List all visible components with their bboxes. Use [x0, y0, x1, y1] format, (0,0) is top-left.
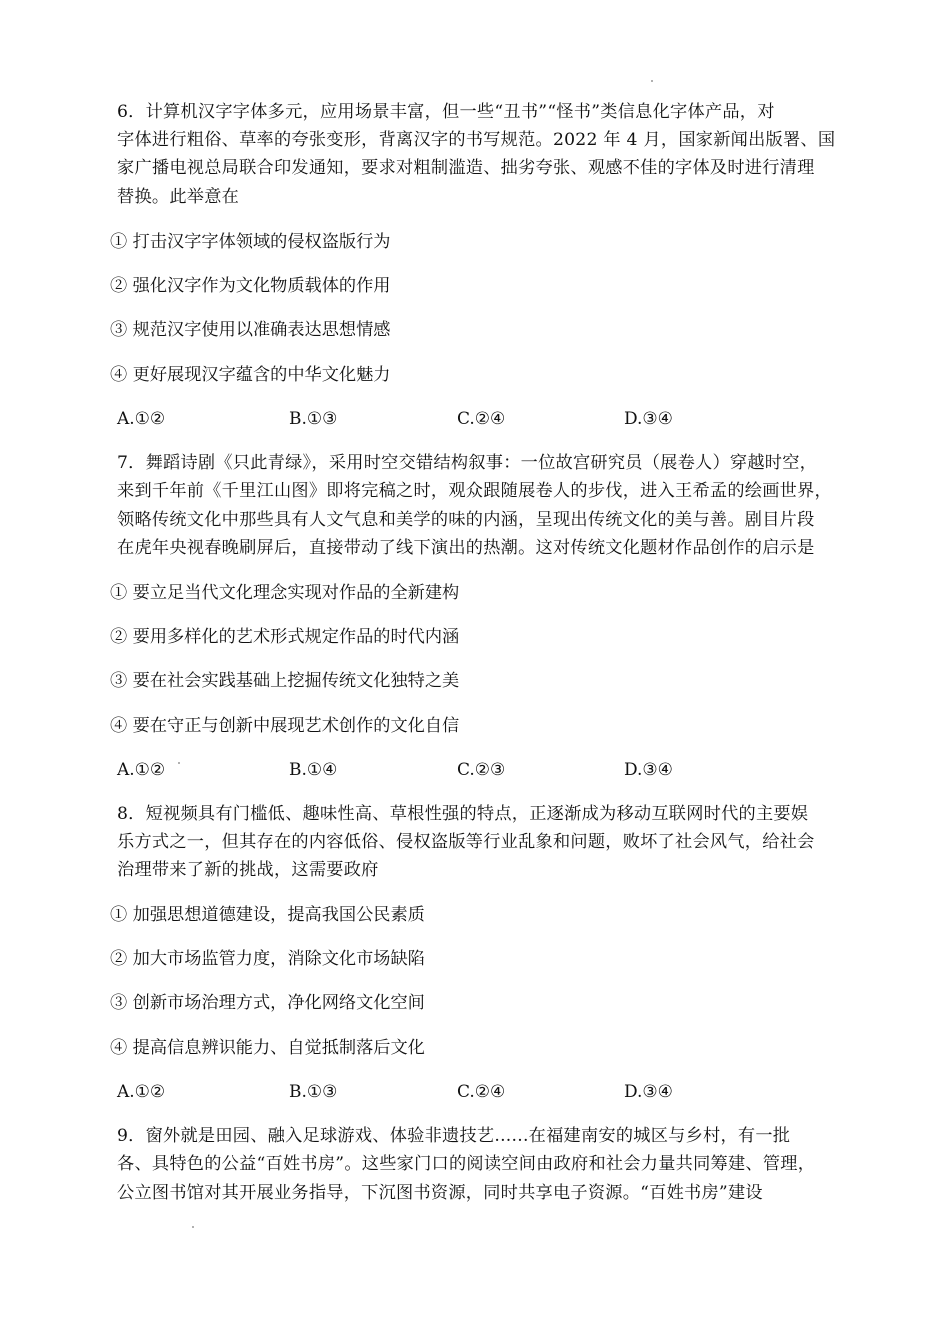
scan-speck — [651, 80, 653, 82]
question-6-line-4: 替换。此举意在 — [117, 187, 240, 207]
question-6-choice-d: D.③④ — [624, 409, 673, 429]
question-7-line-1: 7．舞蹈诗剧《只此青绿》，采用时空交错结构叙事：一位故宫研究员（展卷人）穿越时空， — [117, 453, 818, 473]
question-8-option-1: ① 加强思想道德建设，提高我国公民素质 — [110, 905, 425, 925]
question-8-line-2: 乐方式之一，但其存在的内容低俗、侵权盗版等行业乱象和问题，败坏了社会风气，给社会 — [117, 832, 815, 852]
question-8-choice-d: D.③④ — [624, 1082, 673, 1102]
question-6-option-3: ③ 规范汉字使用以准确表达思想情感 — [110, 320, 391, 340]
question-6-option-2: ② 强化汉字作为文化物质载体的作用 — [110, 276, 391, 296]
question-8-option-4: ④ 提高信息辨识能力、自觉抵制落后文化 — [110, 1038, 425, 1058]
question-7-choice-d: D.③④ — [624, 760, 673, 780]
question-8-line-1: 8．短视频具有门槛低、趣味性高、草根性强的特点，正逐渐成为移动互联网时代的主要娱 — [117, 804, 809, 824]
question-6-choice-c: C.②④ — [457, 409, 506, 429]
question-7-line-4: 在虎年央视春晚刷屏后，直接带动了线下演出的热潮。这对传统文化题材作品创作的启示是 — [117, 538, 815, 558]
question-6-choice-b: B.①③ — [289, 409, 338, 429]
question-7-choice-a: A.①② — [117, 760, 166, 780]
question-9-line-2: 各、具特色的公益“百姓书房”。这些家门口的阅读空间由政府和社会力量共同筹建、管理， — [117, 1154, 816, 1174]
question-6-option-1: ① 打击汉字字体领域的侵权盗版行为 — [110, 232, 391, 252]
question-9-line-1: 9．窗外就是田园、融入足球游戏、体验非遗技艺......在福建南安的城区与乡村，有一批 — [117, 1126, 791, 1146]
scan-speck — [178, 762, 180, 764]
question-7-option-1: ① 要立足当代文化理念实现对作品的全新建构 — [110, 583, 460, 603]
scan-speck — [192, 1226, 194, 1228]
question-8-line-3: 治理带来了新的挑战，这需要政府 — [117, 860, 379, 880]
question-8-choice-c: C.②④ — [457, 1082, 506, 1102]
question-8-option-3: ③ 创新市场治理方式，净化网络文化空间 — [110, 993, 425, 1013]
question-6-line-1: 6．计算机汉字字体多元，应用场景丰富，但一些“丑书”“怪书”类信息化字体产品，对 — [117, 102, 775, 122]
question-7-line-3: 领略传统文化中那些具有人文气息和美学的味的内涵，呈现出传统文化的美与善。剧目片段 — [117, 510, 815, 530]
question-6-option-4: ④ 更好展现汉字蕴含的中华文化魅力 — [110, 365, 391, 385]
question-8-choice-a: A.①② — [117, 1082, 166, 1102]
question-7-option-3: ③ 要在社会实践基础上挖掘传统文化独特之美 — [110, 671, 460, 691]
question-6-choice-a: A.①② — [117, 409, 166, 429]
question-7-choice-c: C.②③ — [457, 760, 506, 780]
question-7-option-2: ② 要用多样化的艺术形式规定作品的时代内涵 — [110, 627, 460, 647]
question-9-line-3: 公立图书馆对其开展业务指导，下沉图书资源，同时共享电子资源。“百姓书房”建设 — [117, 1183, 763, 1203]
question-8-option-2: ② 加大市场监管力度，消除文化市场缺陷 — [110, 949, 425, 969]
question-8-choice-b: B.①③ — [289, 1082, 338, 1102]
question-7-option-4: ④ 要在守正与创新中展现艺术创作的文化自信 — [110, 716, 460, 736]
question-6-line-2: 字体进行粗俗、草率的夸张变形，背离汉字的书写规范。2022 年 4 月，国家新闻出版署、国 — [117, 130, 836, 150]
question-7-line-2: 来到千年前《千里江山图》即将完稿之时，观众跟随展卷人的步伐，进入王希孟的绘画世界， — [117, 481, 832, 501]
question-7-choice-b: B.①④ — [289, 760, 338, 780]
question-6-line-3: 家广播电视总局联合印发通知，要求对粗制滥造、拙劣夸张、观感不佳的字体及时进行清理 — [117, 158, 815, 178]
